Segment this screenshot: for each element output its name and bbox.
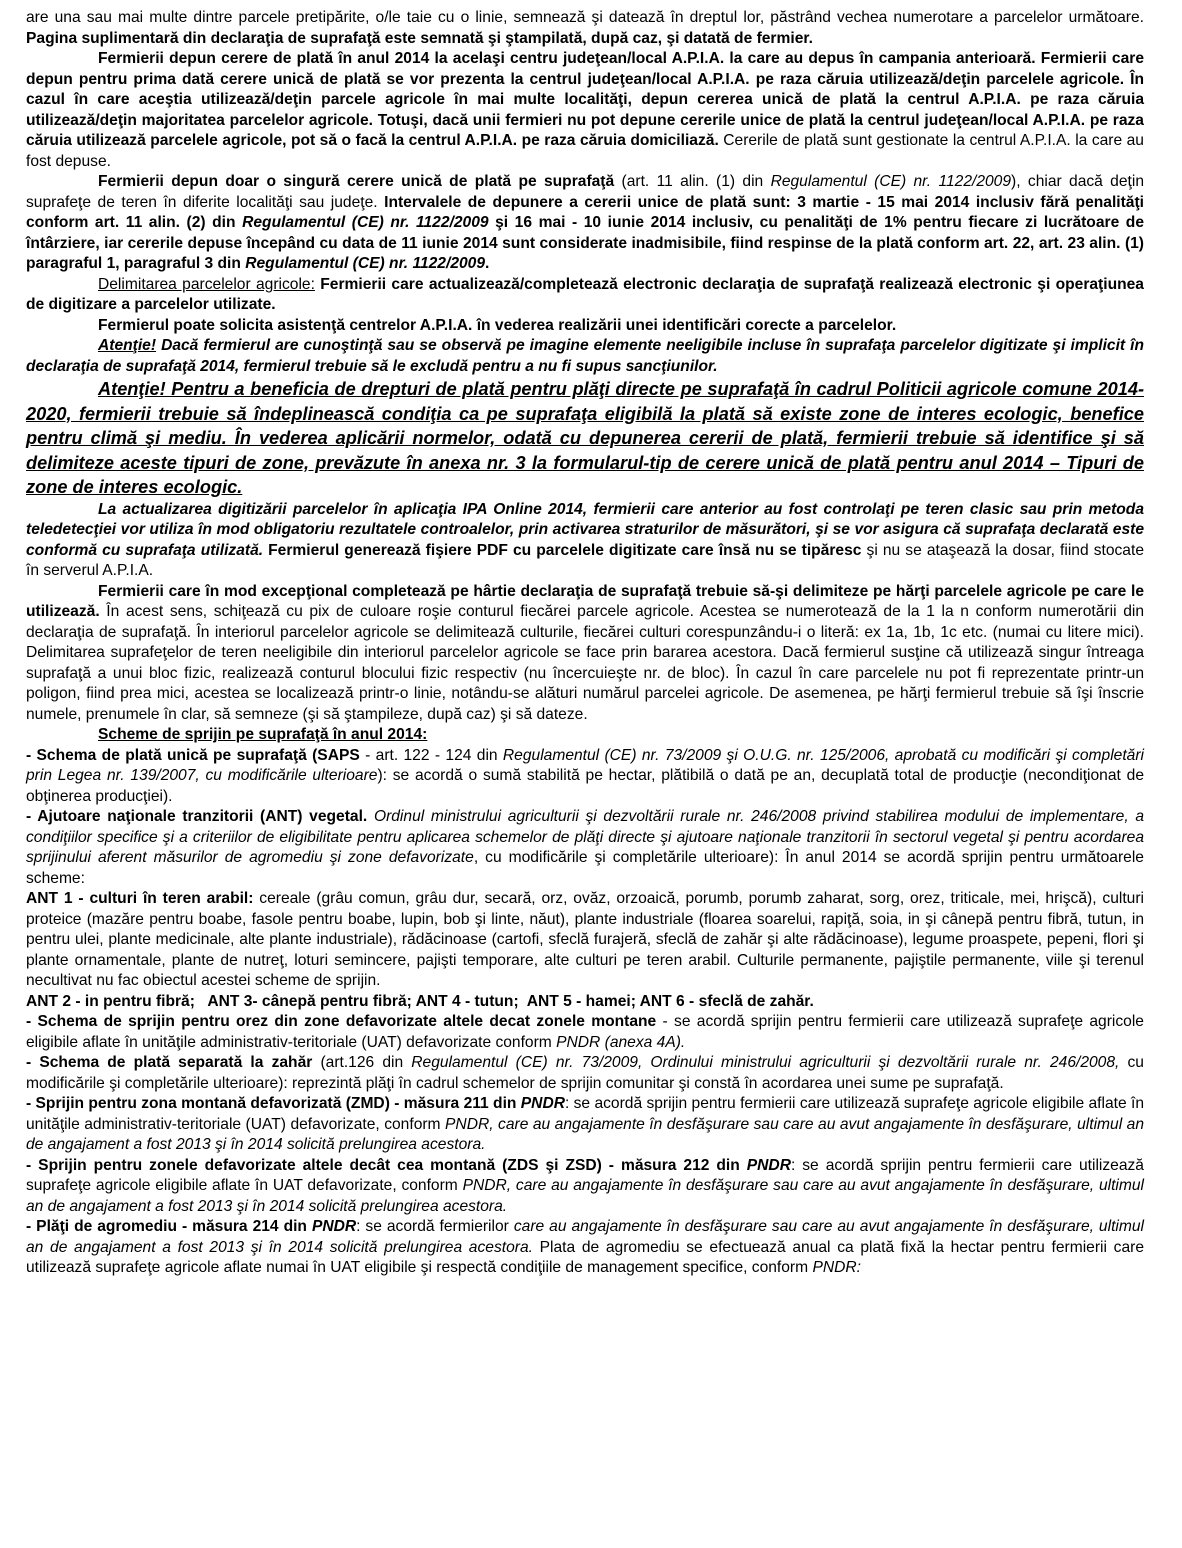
scheme-zds-zsd: - Sprijin pentru zonele defavorizate altele decât cea montană (ZDS şi ZSD) - măsura 212 din PNDR: se acordă sprijin pentru fermierii care utilizează suprafeţe agricole eligibile aflate în UAT defavorizate, conform PNDR, care au angajamente în desfăşurare sau care au avut angajamente în desfăşurare, ultimul an de angajament a fost 2013 şi în 2014 solicită prelungirea acestora. bbox=[26, 1156, 1145, 1215]
scheme-ant: - Ajutoare naţionale tranzitorii (ANT) vegetal. Ordinul ministrului agriculturii şi dezvoltării rurale nr. 246/2008 privind stabilirea modului de implementare, a condiţiilor specifice şi a criteriilor de eligibilitate pentru aplicarea schemelor de plăţi directe şi ajutoare naţionale tranzitorii în sectorul vegetal şi pentru acordarea sprijinului aferent măsurilor de agromediu şi zone defavorizate, cu modificările şi completările ulterioare): În anul 2014 se acordă sprijin pentru următoarele scheme: bbox=[26, 808, 1144, 887]
scheme-sugar: - Schema de plată separată la zahăr (art.126 din Regulamentul (CE) nr. 73/2009, Ordinului ministrului agriculturii şi dezvoltării rurale nr. 246/2008, cu modificările şi completările ulterioare): reprezintă plăţi în cadrul schemelor de sprijin comunitar şi constă în acordarea unei sume pe suprafaţă. bbox=[26, 1054, 1144, 1092]
paragraph-attention-ecological: Atenţie! Pentru a beneficia de drepturi de plată pentru plăţi directe pe suprafaţă în cadrul Politicii agricole comune 2014-2020, fermierii trebuie să îndeplinească condiţia ca pe suprafaţa eligibilă la plată să existe zone de interes ecologic, benefice pentru climă şi mediu. În vederea aplicării normelor, odată cu depunerea cererii de plată, fermierii trebuie să identifice şi să delimiteze aceste tipuri de zone, prevăzute în anexa nr. 3 la formularul-tip de cerere unică de plată pentru anul 2014 – Tipuri de zone de interes ecologic. bbox=[26, 379, 1144, 498]
paragraph-paper-declaration: Fermierii care în mod excepţional completează pe hârtie declaraţia de suprafaţă trebuie să-şi delimiteze pe hărţi parcelele agricole pe care le utilizează. În acest sens, schiţează cu pix de culoare roşie conturul fiecărei parcele agricole. Acestea se numerotează de la 1 la n conform numerotării din declaraţia de suprafaţă. În interiorul parcelelor agricole se delimitează culturile, fiecărei culturi corespunzându-i o literă: ex 1a, 1b, 1c etc. (numai cu litere mici). Delimitarea suprafeţelor de teren neeligibile din interiorul parcelelor agricole se face prin bararea acestora. Dacă fermierul susţine că utilizează singur întreaga suprafaţă a unui bloc fizic, realizează conturul blocului fizic respectiv (nu încercuieşte nr. de bloc). În cazul în care parcelele nu pot fi reprezentate printr-un poligon, fiind prea mici, acestea se localizează printr-o linie, notându-se alături numărul parcelei agricole. De asemenea, pe hărţi fermierul trebuie să îşi înscrie numele, prenumele în clar, să semneze (şi să ştampileze, după caz) şi să dateze. bbox=[26, 582, 1144, 723]
paragraph-continuation: are una sau mai multe dintre parcele pretipărite, o/le taie cu o linie, semnează şi datează în dreptul lor, păstrând vechea numerotare a parcelelor următoare. Pagina suplimentară din declaraţia de suprafaţă este semnată şi ştampilată, după caz, şi datată de fermier. bbox=[26, 9, 1144, 47]
scheme-rice: - Schema de sprijin pentru orez din zone defavorizate altele decat zonele montane - se acordă sprijin pentru fermierii care utilizează suprafeţe agricole eligibile aflate în unităţile administrativ-teritoriale (UAT) defavorizate conform PNDR (anexa 4A). bbox=[26, 1013, 1144, 1051]
paragraph-submission-periods: Fermierii depun doar o singură cerere unică de plată pe suprafaţă (art. 11 alin. (1) din Regulamentul (CE) nr. 1122/2009), chiar dacă deţin suprafeţe de teren în diferite localităţi sau judeţe. Intervalele de depunere a cererii unice de plată sunt: 3 martie - 15 mai 2014 inclusiv fără penalităţi conform art. 11 alin. (2) din Regulamentul (CE) nr. 1122/2009 şi 16 mai - 10 iunie 2014 inclusiv, cu penalităţi de 1% pentru fiecare zi lucrătoare de întârziere, iar cererile depuse începând cu data de 11 iunie 2014 sunt considerate inadmisibile, fiind respinse de la plată conform art. 22, art. 23 alin. (1) paragraful 1, paragraful 3 din Regulamentul (CE) nr. 1122/2009. bbox=[26, 173, 1144, 272]
scheme-ant2-6: ANT 2 - in pentru fibră; ANT 3- cânepă pentru fibră; ANT 4 - tutun; ANT 5 - hamei; ANT 6 - sfeclă de zahăr. bbox=[26, 992, 814, 1010]
paragraph-ipa-online: La actualizarea digitizării parcelelor în aplicaţia IPA Online 2014, fermierii care anterior au fost controlaţi pe teren clasic sau prin metoda teledetecţiei vor utiliza în mod obligatoriu rezultatele controalelor, prin activarea straturilor de măsurători, şi se vor asigura că suprafaţa declarată este conformă cu suprafaţa utilizată. Fermierul generează fişiere PDF cu parcelele digitizate care însă nu se tipăresc şi nu se ataşează la dosar, fiind stocate în serverul A.P.I.A. bbox=[26, 500, 1144, 580]
paragraph-parcel-delimitation: Delimitarea parcelelor agricole: Fermierii care actualizează/completează electronic declaraţia de suprafaţă realizează electronic şi operaţiunea de digitizare a parcelelor utilizate. bbox=[26, 275, 1144, 313]
scheme-ant1: ANT 1 - culturi în teren arabil: cereale (grâu comun, grâu dur, secară, orz, ovăz, orzoaică, porumb, porumb zaharat, sorg, orez, triticale, mei, hrişcă), culturi proteice (mazăre pentru boabe, fasole pentru boabe, lupin, bob şi linte, năut), plante industriale (floarea soarelui, rapiţă, soia, in şi cânepă pentru fibră, tutun, in pentru ulei, plante medicinale, alte plante industriale), rădăcinoase (cartofi, sfeclă furajeră, sfeclă de zahăr şi alte rădăcinoase), legume proaspete, pepeni, flori şi plante ornamentale, plante de nutreţ, loturi semincere, pajişti temporare, alte culturi pe teren arabil. Culturile permanente, pajiştile permanente, viile şi terenul necultivat nu fac obiectul acestei scheme de sprijin. bbox=[26, 890, 1144, 990]
paragraph-attention-ineligible: Atenţie! Dacă fermierul are cunoştinţă sau se observă pe imagine elemente neeligibile incluse în suprafaţa parcelelor digitizate şi implicit în declaraţia de suprafaţă 2014, fermierul trebuie să le excludă pentru a nu fi supus sancţiunilor. bbox=[26, 337, 1144, 375]
scheme-agri-environment: - Plăţi de agromediu - măsura 214 din PNDR: se acordă fermierilor care au angajamente în desfăşurare sau care au avut angajamente în desfăşurare, ultimul an de angajament a fost 2013 şi în 2014 solicită prelungirea acestora. Plata de agromediu se efectuează anual ca plată fixă la hectar pentru fermierii care utilizează suprafeţe agricole aflate numai în UAT eligibile şi respectă condiţiile de management specifice, conform PNDR: bbox=[26, 1218, 1144, 1277]
scheme-saps: - Schema de plată unică pe suprafaţă (SAPS - art. 122 - 124 din Regulamentul (CE) nr. 73/2009 şi O.U.G. nr. 125/2006, aprobată cu modificări şi completări prin Legea nr. 139/2007, cu modificările ulterioare): se acordă o sumă stabilită pe hectar, plătibilă o dată pe an, decuplată total de producţie (necondiţionat de obţinerea producţiei). bbox=[26, 746, 1144, 805]
section-heading-support-schemes: Scheme de sprijin pe suprafaţă în anul 2014: bbox=[98, 726, 428, 744]
paragraph-apia-assistance: Fermierul poate solicita asistenţă centrelor A.P.I.A. în vederea realizării unei identificări corecte a parcelelor. bbox=[98, 316, 897, 334]
paragraph-submission-center: Fermierii depun cerere de plată în anul 2014 la acelaşi centru judeţean/local A.P.I.A. la care au depus în campania anterioară. Fermierii care depun pentru prima dată cerere unică de plată se vor prezenta la centrul judeţean/local A.P.I.A. pe raza căruia utilizează/deţin parcelele agricole. În cazul în care aceştia utilizează/deţin parcele agricole în mai multe localităţi, depun cererea unică de plată la centrul A.P.I.A. pe raza căruia utilizează/deţin majoritatea parcelelor agricole. Totuşi, dacă unii fermieri nu pot depune cererile unice de plată la centrul judeţean/local A.P.I.A. pe raza căruia utilizează parcelele agricole, pot să o facă la centrul A.P.I.A. pe raza căruia domiciliază. Cererile de plată sunt gestionate la centrul A.P.I.A. la care au fost depuse. bbox=[26, 50, 1144, 170]
scheme-zmd: - Sprijin pentru zona montană defavorizată (ZMD) - măsura 211 din PNDR: se acordă sprijin pentru fermierii care utilizează suprafeţe agricole eligibile aflate în unităţile administrativ-teritoriale (UAT) defavorizate, conform PNDR, care au angajamente în desfăşurare sau care au avut angajamente în desfăşurare, ultimul an de angajament a fost 2013 şi în 2014 solicită prelungirea acestora. bbox=[26, 1095, 1145, 1154]
